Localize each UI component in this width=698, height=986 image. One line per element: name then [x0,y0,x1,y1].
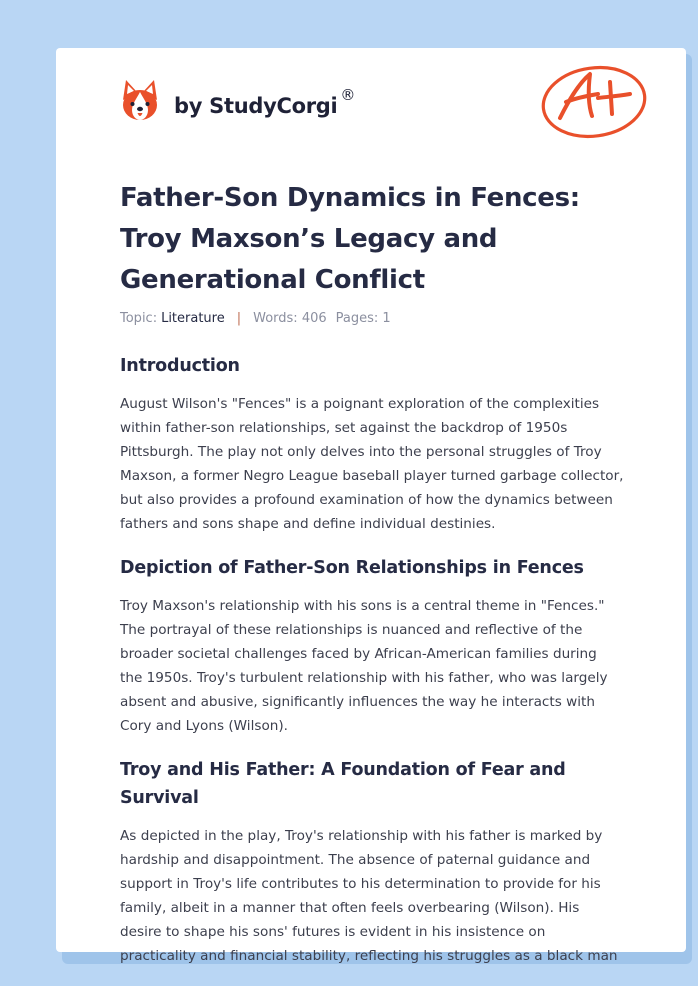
paragraph-line: Maxson, a former Negro League baseball player turned garbage collector, [120,468,624,484]
grade-badge-icon [538,58,650,146]
page-count: Pages: 1 [335,311,391,326]
article-meta [120,311,391,326]
document-page [56,48,686,964]
meta-separator: | [236,311,242,326]
topic-label: Topic: [120,311,158,326]
paragraph-line: fathers and sons shape and define individual destinies. [120,516,496,532]
section-heading: Troy and His Father: A Foundation of Fear and Survival [120,760,566,808]
paragraph-line: support in Troy's life contributes to his determination to provide for his [120,876,601,892]
registered-mark: ® [340,86,356,104]
paragraph-line: family, albeit in a manner that often feels overbearing (Wilson). His [120,900,580,916]
paragraph-line: within father-son relationships, set against the backdrop of 1950s [120,420,568,436]
paragraph-line: but also provides a profound examination of how the dynamics between [120,492,613,508]
brand-text: by StudyCorgi [174,94,338,118]
topic-link[interactable]: Literature [161,311,225,326]
studycorgi-logo[interactable] [120,76,355,124]
paragraph-line: August Wilson's "Fences" is a poignant exploration of the complexities [120,396,600,412]
word-count: Words: 406 [253,311,327,326]
section-heading: Depiction of Father-Son Relationships in Fences [120,558,584,578]
section-paragraph [120,392,630,536]
paragraph-line: The portrayal of these relationships is nuanced and reflective of the [120,622,583,638]
paragraph-line: Pittsburgh. The play not only delves into the personal struggles of Troy [120,444,602,460]
brand-name [174,86,356,118]
paragraph-line: As depicted in the play, Troy's relationship with his father is marked by [120,828,603,844]
article-body [120,352,630,986]
section-paragraph [120,594,630,738]
paragraph-line: Troy Maxson's relationship with his sons is a central theme in "Fences." [120,598,605,614]
paragraph-line: practicality and financial stability, reflecting his struggles as a black man [120,948,618,964]
paragraph-line: desire to shape his sons' futures is evident in his insistence on [120,924,546,940]
article-title: Father-Son Dynamics in Fences: Troy Maxson’s Legacy and Generational Conflict [120,183,580,295]
paragraph-line: hardship and disappointment. The absence of paternal guidance and [120,852,591,868]
paragraph-line: broader societal challenges faced by African-American families during [120,646,597,662]
corgi-icon [120,78,160,122]
paragraph-line: Cory and Lyons (Wilson). [120,718,289,734]
section-paragraph [120,824,630,968]
section-heading: Introduction [120,356,240,376]
paragraph-line: absent and abusive, significantly influences the way he interacts with [120,694,595,710]
paragraph-line: the 1950s. Troy's turbulent relationship with his father, who was largely [120,670,608,686]
